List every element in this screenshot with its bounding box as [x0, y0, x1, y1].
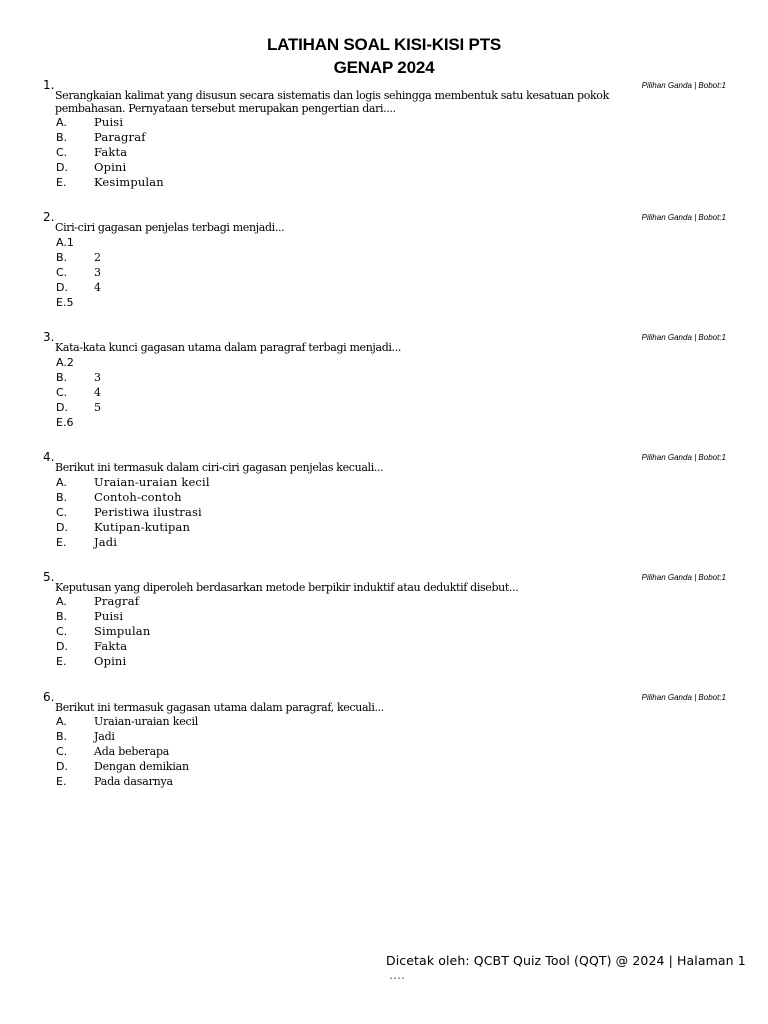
- option-letter: E.: [56, 775, 67, 788]
- page-title-line1: LATIHAN SOAL KISI-KISI PTS: [266, 35, 502, 54]
- question-2: [0, 211, 768, 321]
- question-type-weight: Pilihan Ganda | Bobot:1: [641, 213, 726, 222]
- option-letter: A.1: [56, 236, 74, 249]
- option-a: [55, 235, 655, 250]
- option-letter: B.: [56, 251, 68, 264]
- option-c: [55, 265, 655, 280]
- question-1: [0, 79, 768, 189]
- option-letter: A.: [56, 715, 67, 728]
- option-text: Contoh-contoh: [94, 490, 182, 504]
- option-b: [55, 490, 655, 505]
- options-list: [55, 714, 655, 789]
- option-letter: B.: [56, 371, 68, 384]
- option-a: [55, 115, 655, 130]
- option-letter: D.: [56, 161, 68, 174]
- option-letter: E.: [56, 536, 67, 549]
- option-a: [55, 475, 655, 490]
- option-d: [55, 759, 655, 774]
- option-text: Pragraf: [94, 594, 140, 608]
- page-title: [0, 33, 768, 79]
- option-text: Dengan demikian: [94, 760, 189, 773]
- option-text: Ada beberapa: [94, 745, 170, 758]
- question-type-weight: Pilihan Ganda | Bobot:1: [641, 333, 726, 342]
- option-letter: E.: [56, 176, 67, 189]
- page-title-line2: GENAP 2024: [333, 58, 435, 77]
- question-6: [0, 691, 768, 801]
- print-footer: Dicetak oleh: QCBT Quiz Tool (QQT) @ 2024 | Halaman 1: [386, 953, 746, 968]
- option-text: Simpulan: [94, 624, 151, 638]
- option-text: Paragraf: [94, 130, 146, 144]
- option-letter: A.2: [56, 356, 74, 369]
- option-letter: E.: [56, 655, 67, 668]
- option-d: [55, 280, 655, 295]
- options-list: [55, 475, 655, 550]
- option-a: [55, 355, 655, 370]
- option-c: [55, 505, 655, 520]
- question-type-weight: Pilihan Ganda | Bobot:1: [641, 81, 726, 90]
- option-letter: C.: [56, 506, 68, 519]
- options-list: [55, 594, 655, 669]
- question-3: [0, 331, 768, 441]
- option-letter: D.: [56, 281, 68, 294]
- option-text: 3: [94, 371, 101, 384]
- option-b: [55, 130, 655, 145]
- option-d: [55, 400, 655, 415]
- question-type-weight: Pilihan Ganda | Bobot:1: [641, 573, 726, 582]
- option-text: Opini: [94, 160, 127, 174]
- option-d: [55, 520, 655, 535]
- question-text: Kata-kata kunci gagasan utama dalam paragraf terbagi menjadi...: [55, 341, 401, 354]
- option-letter: C.: [56, 146, 68, 159]
- option-letter: C.: [56, 625, 68, 638]
- option-d: [55, 160, 655, 175]
- question-number: 2.: [43, 210, 55, 224]
- option-letter: B.: [56, 491, 68, 504]
- option-a: [55, 594, 655, 609]
- option-text: Puisi: [94, 609, 124, 623]
- option-text: Peristiwa ilustrasi: [94, 505, 202, 519]
- option-letter: E.6: [56, 416, 74, 429]
- option-e: [55, 175, 655, 190]
- option-text: Kesimpulan: [94, 175, 164, 189]
- option-text: 3: [94, 266, 101, 279]
- option-e: [55, 295, 655, 310]
- option-text: 4: [94, 386, 101, 399]
- question-4: [0, 451, 768, 561]
- option-text: Uraian-uraian kecil: [94, 475, 210, 489]
- option-text: Jadi: [94, 535, 118, 549]
- option-letter: C.: [56, 386, 68, 399]
- option-d: [55, 639, 655, 654]
- question-text: Ciri-ciri gagasan penjelas terbagi menjadi...: [55, 221, 285, 234]
- question-number: 1.: [43, 78, 55, 92]
- option-e: [55, 654, 655, 669]
- option-b: [55, 609, 655, 624]
- option-letter: B.: [56, 131, 68, 144]
- question-number: 4.: [43, 450, 55, 464]
- options-list: [55, 115, 655, 190]
- option-b: [55, 370, 655, 385]
- option-text: Jadi: [94, 730, 115, 743]
- option-text: 5: [94, 401, 101, 414]
- option-letter: D.: [56, 760, 68, 773]
- option-e: [55, 535, 655, 550]
- option-letter: E.5: [56, 296, 74, 309]
- option-letter: A.: [56, 116, 67, 129]
- footer-overflow-fragment: ․․․․: [389, 968, 406, 982]
- option-c: [55, 624, 655, 639]
- option-text: Kutipan-kutipan: [94, 520, 191, 534]
- option-text: Fakta: [94, 145, 128, 159]
- option-a: [55, 714, 655, 729]
- option-letter: B.: [56, 730, 68, 743]
- option-letter: C.: [56, 745, 68, 758]
- option-b: [55, 729, 655, 744]
- option-b: [55, 250, 655, 265]
- question-type-weight: Pilihan Ganda | Bobot:1: [641, 453, 726, 462]
- options-list: [55, 355, 655, 430]
- option-e: [55, 415, 655, 430]
- option-letter: A.: [56, 476, 67, 489]
- option-letter: A.: [56, 595, 67, 608]
- option-c: [55, 385, 655, 400]
- option-text: 2: [94, 251, 101, 264]
- option-text: Fakta: [94, 639, 128, 653]
- option-letter: D.: [56, 640, 68, 653]
- option-text: Opini: [94, 654, 127, 668]
- question-text: Serangkaian kalimat yang disusun secara sistematis dan logis sehingga membentuk satu kesatuan pokok pembahasan. Pernyataan tersebut merupakan pengertian dari....: [55, 89, 609, 115]
- question-text: Berikut ini termasuk dalam ciri-ciri gagasan penjelas kecuali...: [55, 461, 384, 474]
- option-text: Uraian-uraian kecil: [94, 715, 199, 728]
- question-5: [0, 571, 768, 681]
- option-c: [55, 145, 655, 160]
- option-letter: D.: [56, 521, 68, 534]
- option-letter: D.: [56, 401, 68, 414]
- question-text: Keputusan yang diperoleh berdasarkan metode berpikir induktif atau deduktif disebut...: [55, 581, 519, 594]
- option-text: 4: [94, 281, 101, 294]
- question-type-weight: Pilihan Ganda | Bobot:1: [641, 693, 726, 702]
- question-number: 5.: [43, 570, 55, 584]
- option-c: [55, 744, 655, 759]
- option-text: Puisi: [94, 115, 124, 129]
- option-e: [55, 774, 655, 789]
- question-number: 6.: [43, 690, 55, 704]
- option-letter: B.: [56, 610, 68, 623]
- question-number: 3.: [43, 330, 55, 344]
- option-letter: C.: [56, 266, 68, 279]
- option-text: Pada dasarnya: [94, 775, 173, 788]
- options-list: [55, 235, 655, 310]
- question-text: Berikut ini termasuk gagasan utama dalam paragraf, kecuali...: [55, 701, 384, 714]
